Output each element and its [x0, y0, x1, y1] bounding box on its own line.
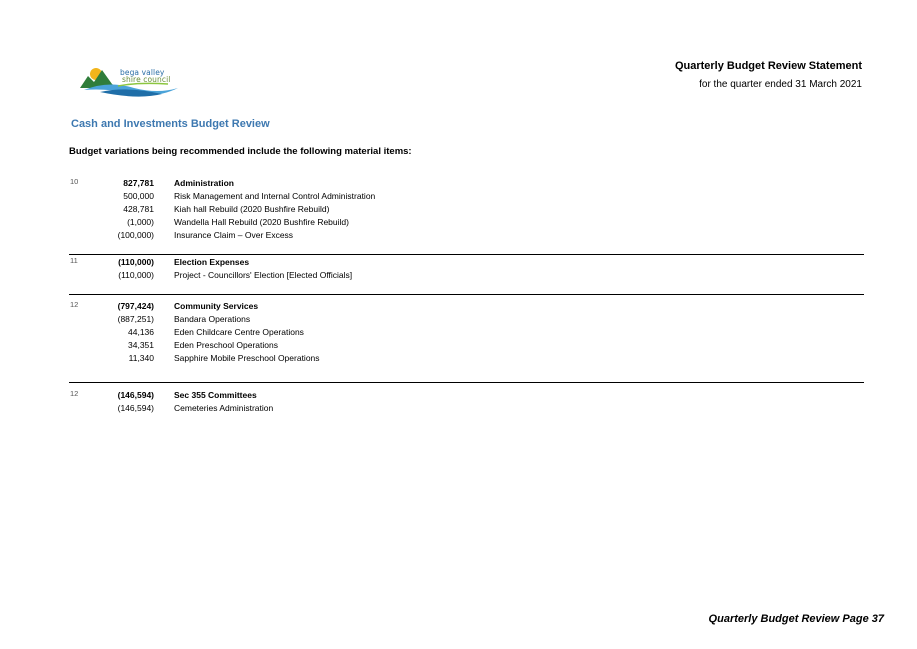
amount: (1,000) [127, 217, 154, 227]
note-number: 12 [70, 389, 79, 398]
variation-row [69, 257, 864, 270]
variation-row [69, 270, 864, 283]
amount: 11,340 [128, 353, 154, 363]
description: Eden Preschool Operations [174, 340, 278, 350]
page-footer: Quarterly Budget Review Page 37 [708, 613, 884, 625]
description: Cemeteries Administration [174, 403, 274, 413]
amount: 500,000 [123, 191, 154, 201]
amount: (110,000) [118, 257, 154, 267]
amount: 827,781 [123, 178, 154, 188]
variation-row [69, 204, 864, 217]
variation-row [69, 178, 864, 191]
section-divider [69, 254, 864, 255]
amount: (100,000) [117, 230, 154, 240]
amount: (110,000) [118, 270, 154, 280]
document-title: Quarterly Budget Review Statement [674, 60, 862, 72]
variation-row [69, 353, 864, 366]
amount: 34,351 [128, 340, 154, 350]
variation-row [69, 230, 864, 243]
variation-row [69, 327, 864, 340]
description: Bandara Operations [174, 314, 251, 324]
description: Insurance Claim – Over Excess [174, 230, 294, 240]
description: Sec 355 Committees [174, 390, 257, 400]
note-number: 11 [70, 256, 78, 265]
variation-row [69, 390, 864, 403]
description: Election Expenses [174, 257, 250, 267]
variation-row [69, 340, 864, 353]
description: Community Services [174, 301, 259, 311]
variation-row [69, 217, 864, 230]
variation-row [69, 301, 864, 314]
logo-line-2: shire council [122, 75, 171, 84]
logo-wordmark [120, 69, 170, 83]
logo-line-1: bega valley [120, 68, 165, 77]
section-divider [69, 294, 864, 295]
description: Sapphire Mobile Preschool Operations [174, 353, 320, 363]
description: Risk Management and Internal Control Administration [174, 191, 376, 201]
intro-text: Budget variations being recommended include the following material items: [69, 146, 412, 157]
description: Project - Councillors' Election [Elected Officials] [174, 270, 353, 280]
variation-row [69, 314, 864, 327]
amount: (887,251) [117, 314, 154, 324]
note-number: 10 [70, 177, 79, 186]
description: Wandella Hall Rebuild (2020 Bushfire Rebuild) [174, 217, 349, 227]
amount: (146,594) [117, 403, 154, 413]
note-number: 12 [70, 300, 79, 309]
amount: (797,424) [117, 301, 154, 311]
description: Administration [174, 178, 234, 188]
description: Eden Childcare Centre Operations [174, 327, 304, 337]
description: Kiah hall Rebuild (2020 Bushfire Rebuild) [174, 204, 330, 214]
document-subtitle: for the quarter ended 31 March 2021 [699, 79, 862, 90]
section-divider [69, 382, 864, 383]
variation-row [69, 191, 864, 204]
amount: (146,594) [117, 390, 154, 400]
section-title: Cash and Investments Budget Review [71, 118, 270, 130]
amount: 428,781 [123, 204, 154, 214]
amount: 44,136 [128, 327, 154, 337]
variation-row [69, 403, 864, 416]
